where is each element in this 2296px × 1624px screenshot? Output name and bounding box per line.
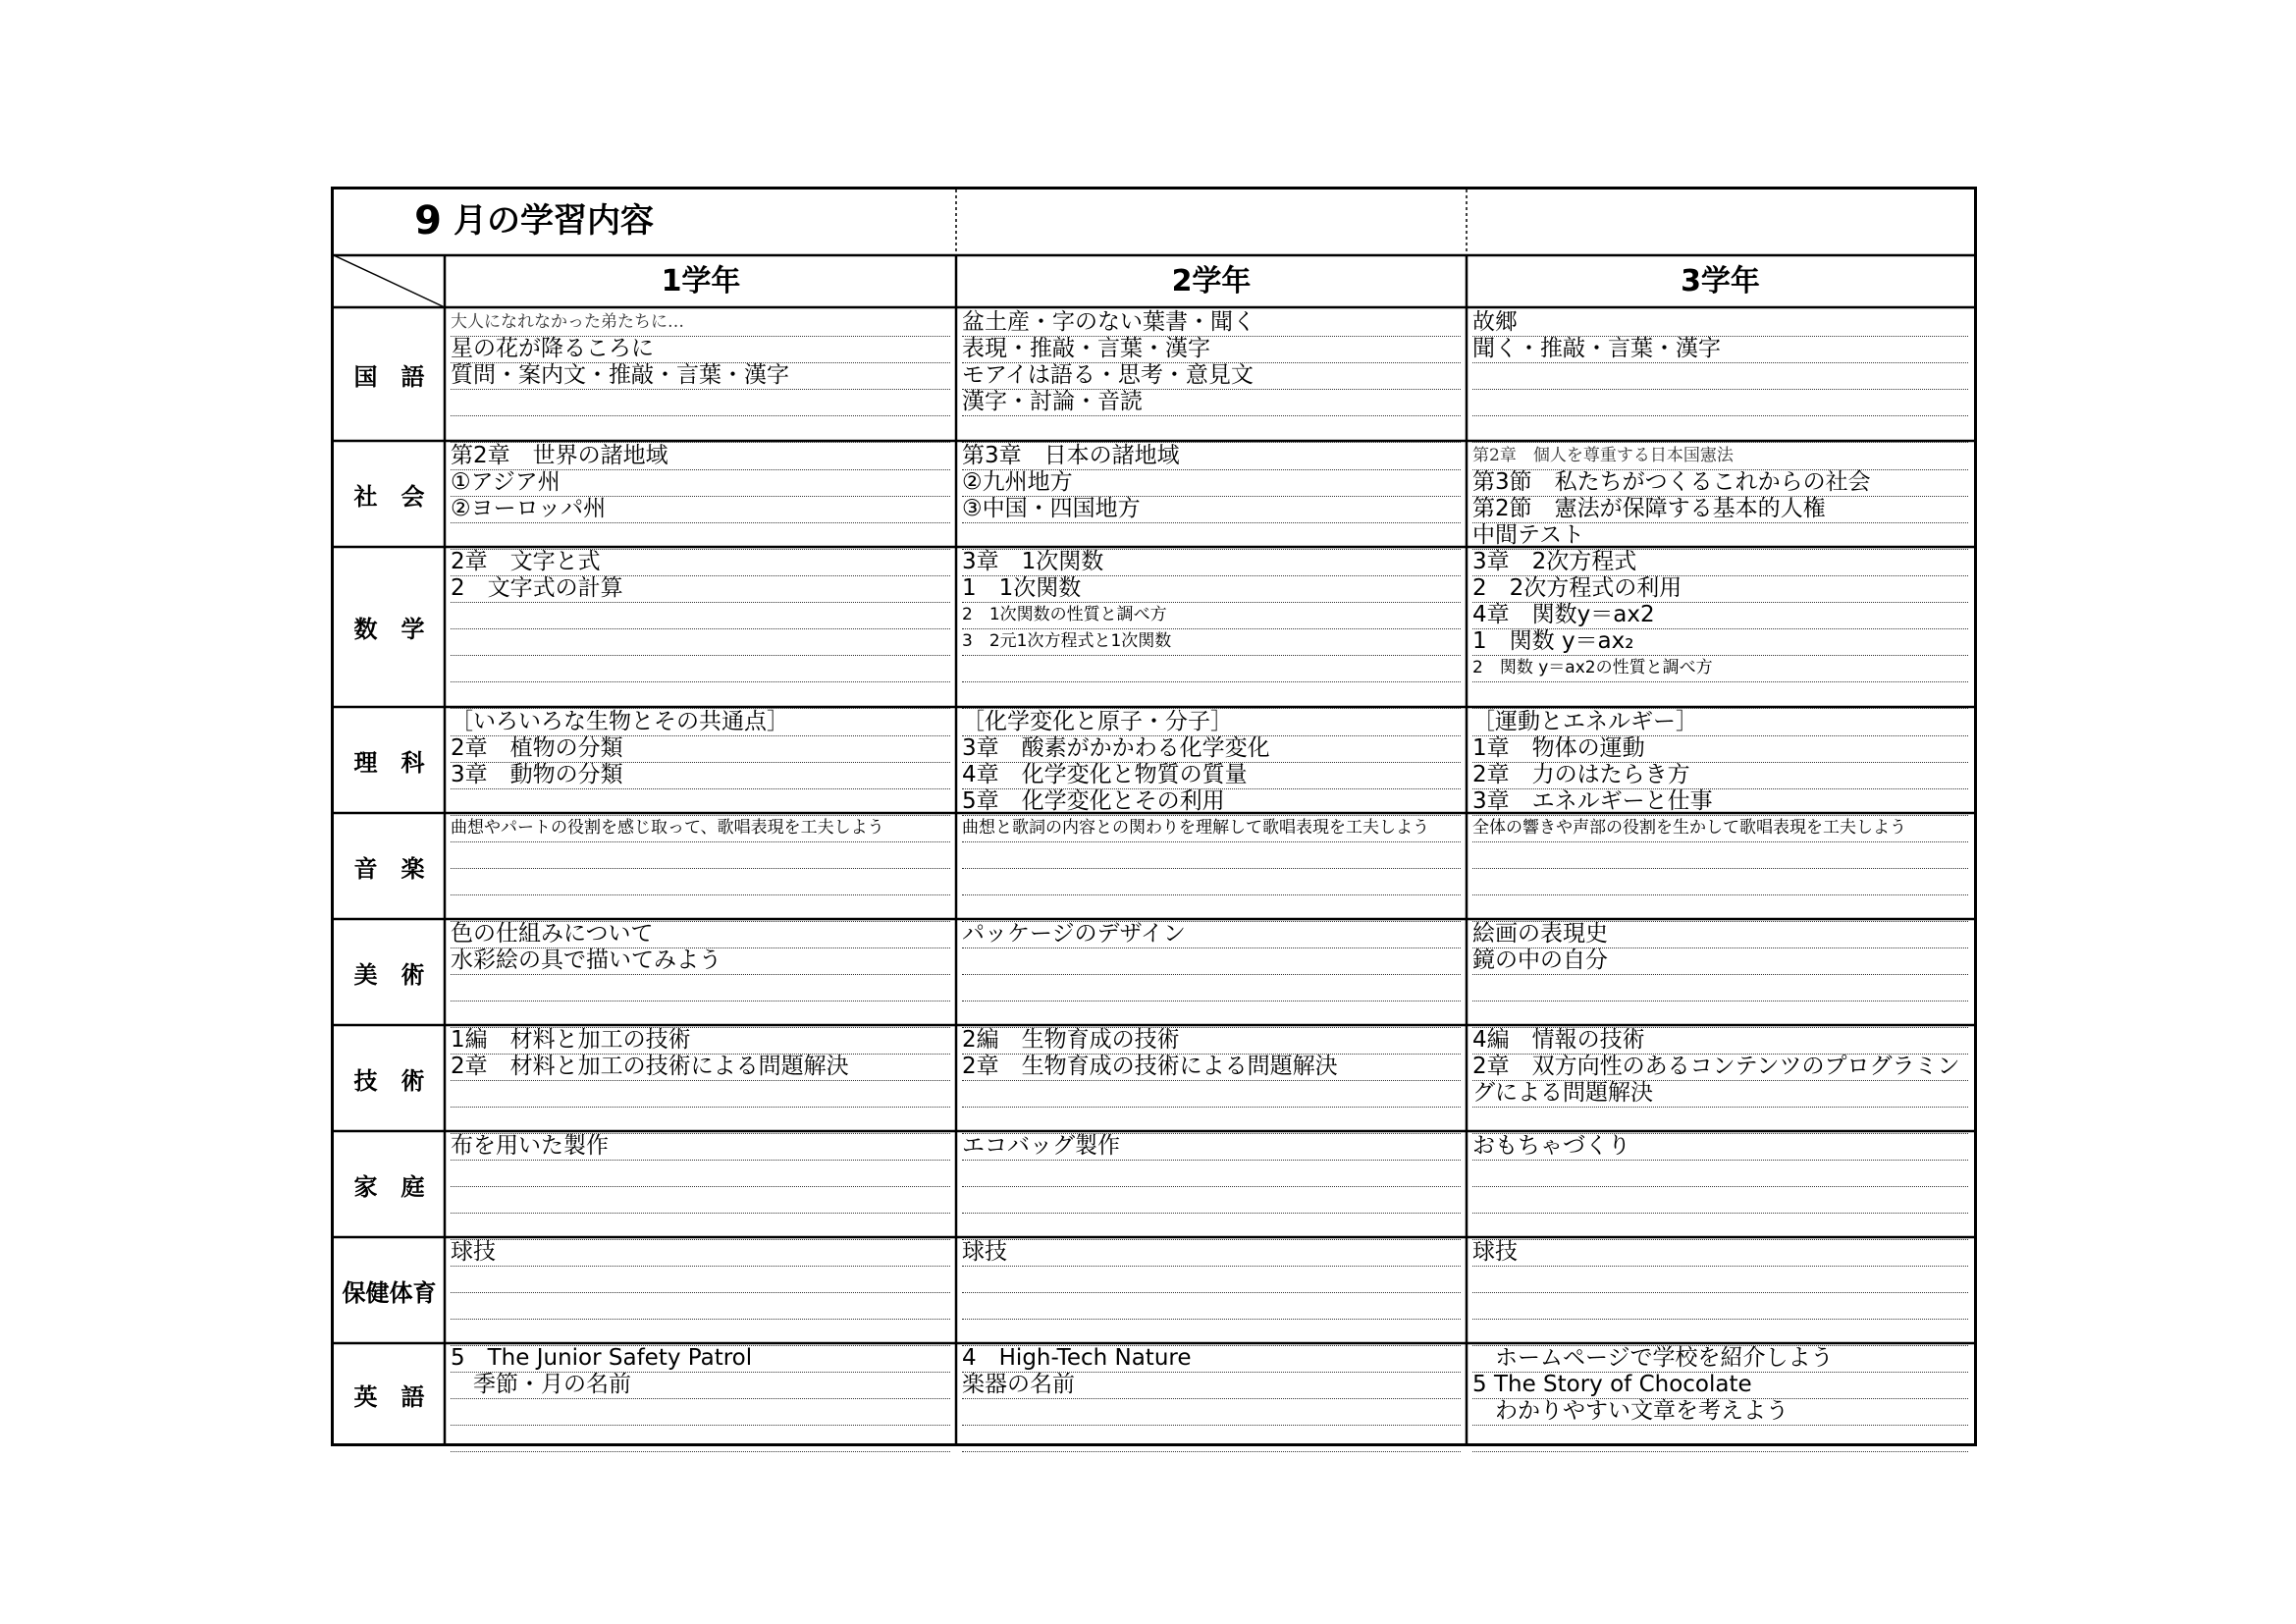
content-line (451, 602, 950, 629)
subject-label: 美 術 (353, 960, 425, 989)
content-line: ［いろいろな生物とその共通点］ (451, 709, 950, 736)
content-line (451, 1186, 950, 1214)
content-line (1472, 362, 1968, 390)
content-line: 曲想やパートの役割を感じ取って、歌唱表現を工夫しよう (451, 815, 950, 842)
grade-3-cell (1468, 1239, 1972, 1341)
content-line (1472, 1107, 1968, 1134)
content-line (1472, 1266, 1968, 1293)
content-line (1472, 1186, 1968, 1214)
content-line: 3 2元1次方程式と1次関数 (962, 628, 1461, 656)
grade-1-cell (447, 1133, 954, 1235)
content-line (962, 974, 1461, 1001)
grade-1-header: 1学年 (661, 264, 741, 298)
grade-2-cell (958, 815, 1465, 917)
content-line: 5 The Story of Chocolate (1472, 1372, 1968, 1399)
grade-1-cell (447, 309, 954, 439)
content-line (1472, 681, 1968, 709)
content-line (451, 1213, 950, 1240)
content-line: 1 1次関数 (962, 575, 1461, 603)
grade-1-cell (447, 1345, 954, 1443)
subject-label: 社 会 (353, 482, 425, 511)
content-line: 2 1次関数の性質と調べ方 (962, 602, 1461, 629)
content-line: 2章 生物育成の技術による問題解決 (962, 1054, 1461, 1081)
content-line (1472, 974, 1968, 1001)
content-line (1472, 415, 1968, 443)
content-line (962, 841, 1461, 869)
content-line (1472, 868, 1968, 895)
content-line (1472, 894, 1968, 922)
content-line (962, 1107, 1461, 1134)
content-line: 2章 双方向性のあるコンテンツのプログラミン (1472, 1054, 1968, 1081)
content-line: わかりやすい文章を考えよう (1472, 1398, 1968, 1426)
content-line (962, 1160, 1461, 1187)
content-line: 2章 力のはたらき方 (1472, 762, 1968, 789)
content-line (1472, 1319, 1968, 1346)
content-line (962, 1292, 1461, 1320)
page-title: 月の学習内容 (454, 201, 654, 241)
grade-3-cell (1468, 815, 1972, 917)
content-line: ［運動とエネルギー］ (1472, 709, 1968, 736)
content-line: エコバッグ製作 (962, 1133, 1461, 1161)
content-line: 楽器の名前 (962, 1372, 1461, 1399)
content-line (451, 681, 950, 709)
grade-3-cell (1468, 1027, 1972, 1129)
grade-2-cell (958, 921, 1465, 1023)
content-line (962, 1080, 1461, 1108)
sheet-header (334, 189, 1980, 255)
content-line: 曲想と歌詞の内容との関わりを理解して歌唱表現を工夫しよう (962, 815, 1461, 842)
content-line (451, 1398, 950, 1426)
content-line: 1編 材料と加工の技術 (451, 1027, 950, 1055)
content-line (1472, 841, 1968, 869)
content-line: パッケージのデザイン (962, 921, 1461, 948)
content-line (962, 894, 1461, 922)
grade-3-cell (1468, 309, 1972, 439)
subject-label: 保健体育 (342, 1278, 437, 1307)
content-line: 1章 物体の運動 (1472, 735, 1968, 763)
content-line: 色の仕組みについて (451, 921, 950, 948)
content-line (451, 1001, 950, 1028)
content-line (451, 788, 950, 816)
content-line: 第3節 私たちがつくるこれからの社会 (1472, 469, 1968, 497)
grade-1-cell (447, 1027, 954, 1129)
content-line: 4編 情報の技術 (1472, 1027, 1968, 1055)
subject-label: 音 楽 (353, 854, 425, 883)
schedule-sheet (331, 187, 1977, 1446)
content-line (962, 1398, 1461, 1426)
grade-2-header: 2学年 (1171, 264, 1252, 298)
content-line (451, 415, 950, 443)
content-line: 3章 エネルギーと仕事 (1472, 788, 1968, 816)
content-line (451, 1160, 950, 1187)
grade-2-cell (958, 1239, 1465, 1341)
content-line (962, 522, 1461, 550)
content-line (451, 1292, 950, 1320)
corner-diagonal (334, 255, 445, 307)
content-line: 第3章 日本の諸地域 (962, 443, 1461, 470)
content-line (1472, 1001, 1968, 1028)
content-line: 5 The Junior Safety Patrol (451, 1345, 950, 1373)
content-line (451, 1266, 950, 1293)
content-line: 質問・案内文・推敲・言葉・漢字 (451, 362, 950, 390)
content-line: 3章 酸素がかかわる化学変化 (962, 735, 1461, 763)
content-line: 星の花が降るころに (451, 336, 950, 363)
content-line: 2章 植物の分類 (451, 735, 950, 763)
grade-3-cell (1468, 443, 1972, 548)
subject-label: 家 庭 (353, 1172, 425, 1201)
content-line (451, 841, 950, 869)
content-line (962, 1213, 1461, 1240)
grade-1-cell (447, 443, 954, 545)
content-line (1472, 1160, 1968, 1187)
content-line: 球技 (1472, 1239, 1968, 1267)
content-line: 4章 化学変化と物質の質量 (962, 762, 1461, 789)
content-line: 聞く・推敲・言葉・漢字 (1472, 336, 1968, 363)
content-line: 2編 生物育成の技術 (962, 1027, 1461, 1055)
content-line: 2 2次方程式の利用 (1472, 575, 1968, 603)
grade-1-cell (447, 709, 954, 811)
content-line: 大人になれなかった弟たちに… (451, 309, 950, 337)
content-line (962, 1425, 1461, 1452)
content-line: 5章 化学変化とその利用 (962, 788, 1461, 816)
content-line (962, 1266, 1461, 1293)
content-line: 中間テスト (1472, 522, 1968, 550)
content-line (962, 1319, 1461, 1346)
grade-3-cell (1468, 1133, 1972, 1235)
content-line (451, 1319, 950, 1346)
content-line: 球技 (962, 1239, 1461, 1267)
content-line: ③中国・四国地方 (962, 496, 1461, 523)
content-line (1472, 1292, 1968, 1320)
content-line: おもちゃづくり (1472, 1133, 1968, 1161)
content-line: 第2節 憲法が保障する基本的人権 (1472, 496, 1968, 523)
content-line: 4 High-Tech Nature (962, 1345, 1461, 1373)
grade-3-cell (1468, 1345, 1972, 1443)
content-line (451, 522, 950, 550)
grade-1-cell (447, 549, 954, 705)
grade-1-cell (447, 815, 954, 917)
grade-1-cell (447, 921, 954, 1023)
content-line (451, 655, 950, 682)
grade-3-header: 3学年 (1681, 264, 1760, 298)
content-line (962, 681, 1461, 709)
content-line: モアイは語る・思考・意見文 (962, 362, 1461, 390)
grade-2-cell (958, 309, 1465, 439)
content-line: ①アジア州 (451, 469, 950, 497)
content-line: 第2章 個人を尊重する日本国憲法 (1472, 443, 1968, 470)
content-line: 漢字・討論・音読 (962, 389, 1461, 416)
content-line: 3章 1次関数 (962, 549, 1461, 576)
content-line: 2 文字式の計算 (451, 575, 950, 603)
content-line: 全体の響きや声部の役割を生かして歌唱表現を工夫しよう (1472, 815, 1968, 842)
content-line (451, 974, 950, 1001)
grade-2-cell (958, 1133, 1465, 1235)
content-line: ［化学変化と原子・分子］ (962, 709, 1461, 736)
month-number: 9 (414, 198, 442, 244)
grade-3-cell (1468, 709, 1972, 814)
content-line: 4章 関数y＝ax2 (1472, 602, 1968, 629)
content-line: 3章 2次方程式 (1472, 549, 1968, 576)
content-line (451, 1107, 950, 1134)
content-line: 水彩絵の具で描いてみよう (451, 947, 950, 975)
content-line (451, 628, 950, 656)
grade-2-cell (958, 443, 1465, 545)
content-line: 第2章 世界の諸地域 (451, 443, 950, 470)
subject-label: 英 語 (353, 1382, 425, 1411)
content-line (962, 415, 1461, 443)
grade-2-cell (958, 1027, 1465, 1129)
content-line: 2 関数 y＝ax2の性質と調べ方 (1472, 655, 1968, 682)
grade-1-cell (447, 1239, 954, 1341)
content-line: ②ヨーロッパ州 (451, 496, 950, 523)
content-line (1472, 389, 1968, 416)
content-line (451, 868, 950, 895)
content-line (962, 947, 1461, 975)
content-line: 1 関数 y＝ax₂ (1472, 628, 1968, 656)
content-line: 盆土産・字のない葉書・聞く (962, 309, 1461, 337)
content-line: 鏡の中の自分 (1472, 947, 1968, 975)
content-line (451, 894, 950, 922)
content-line: 絵画の表現史 (1472, 921, 1968, 948)
grade-3-cell (1468, 921, 1972, 1023)
content-line: ②九州地方 (962, 469, 1461, 497)
subject-label: 理 科 (353, 748, 425, 777)
content-line (962, 655, 1461, 682)
content-line (451, 1425, 950, 1452)
content-line (1472, 1425, 1968, 1452)
content-line: 2章 材料と加工の技術による問題解決 (451, 1054, 950, 1081)
content-line (1472, 1213, 1968, 1240)
grade-2-cell (958, 1345, 1465, 1443)
content-line (962, 868, 1461, 895)
content-line: 季節・月の名前 (451, 1372, 950, 1399)
content-line: 球技 (451, 1239, 950, 1267)
subject-label: 国 語 (353, 362, 425, 391)
content-line (451, 389, 950, 416)
grade-2-cell (958, 549, 1465, 705)
grade-2-cell (958, 709, 1465, 814)
content-line: ホームページで学校を紹介しよう (1472, 1345, 1968, 1373)
subject-label: 技 術 (353, 1066, 425, 1095)
content-line (962, 1001, 1461, 1028)
content-line: グによる問題解決 (1472, 1080, 1968, 1108)
content-line: 2章 文字と式 (451, 549, 950, 576)
content-line: 布を用いた製作 (451, 1133, 950, 1161)
content-line (451, 1080, 950, 1108)
content-line: 表現・推敲・言葉・漢字 (962, 336, 1461, 363)
content-line: 故郷 (1472, 309, 1968, 337)
subject-label: 数 学 (353, 616, 425, 643)
content-line: 3章 動物の分類 (451, 762, 950, 789)
content-line (962, 1186, 1461, 1214)
grade-3-cell (1468, 549, 1972, 705)
